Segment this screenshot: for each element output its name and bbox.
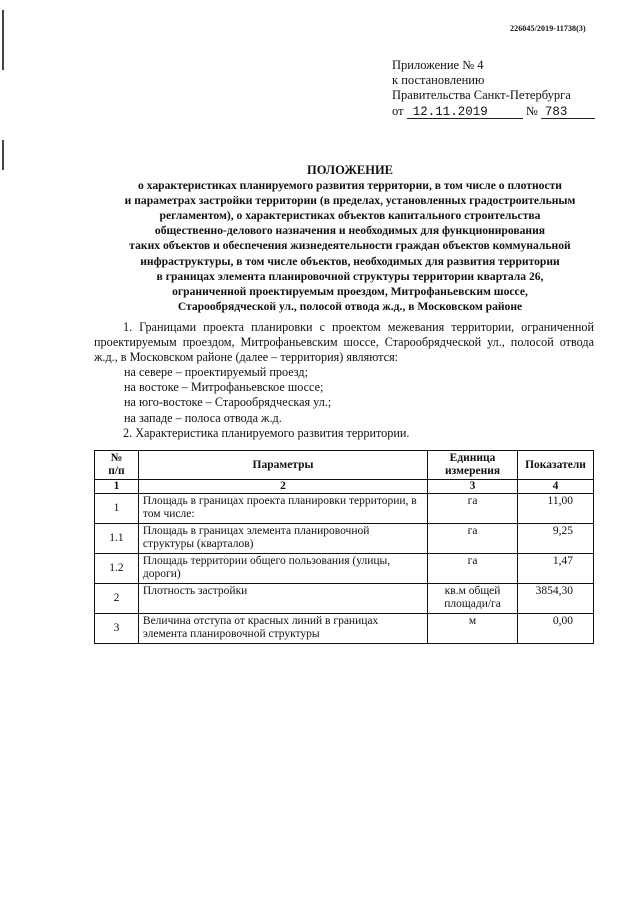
title-line: общественно-делового назначения и необходимых для функционирования xyxy=(154,224,546,238)
title-line: о характеристиках планируемого развития территории, в том числе о плотности xyxy=(138,179,562,193)
appendix-line: к постановлению xyxy=(392,73,485,87)
decree-date: 12.11.2019 xyxy=(407,106,523,119)
table-row xyxy=(95,524,594,554)
row-num: 1.2 xyxy=(95,554,139,584)
row-unit: га xyxy=(428,524,518,554)
table-header-row xyxy=(95,451,594,480)
header-unit-line: Единица xyxy=(449,452,496,464)
appendix-line: Приложение № 4 xyxy=(392,58,484,72)
page-title: ПОЛОЖЕНИЕ xyxy=(306,163,394,177)
row-value: 3854,30 xyxy=(518,584,594,614)
row-unit: га xyxy=(428,554,518,584)
characteristics-table xyxy=(94,450,594,644)
paragraph-boundaries: 1. Границами проекта планировки с проектом межевания территории, ограниченной проектируемым проездом, Митрофаньевским шоссе, Старообрядческой ул., полосой отвода ж.д., в Московском районе (далее – территория) являются: xyxy=(94,320,594,365)
date-number-line xyxy=(392,104,595,119)
index-cell: 3 xyxy=(428,480,518,494)
header-unit xyxy=(428,451,518,480)
title-line: в границах элемента планировочной структуры территории квартала 26, xyxy=(156,269,544,283)
row-unit: кв.м общей площади/га xyxy=(428,584,518,614)
row-param: Плотность застройки xyxy=(138,584,427,614)
decree-number: 783 xyxy=(541,106,595,119)
title-line: таких объектов и обеспечения жизнедеятельности граждан объектов коммунальной xyxy=(129,239,571,253)
appendix-line: Правительства Санкт-Петербурга xyxy=(392,88,571,102)
boundary-item: на западе – полоса отвода ж.д. xyxy=(124,410,282,425)
row-unit: м xyxy=(428,614,518,644)
row-param: Площадь в границах элемента планировочной структуры (кварталов) xyxy=(138,524,427,554)
body-text xyxy=(94,320,594,441)
table-row xyxy=(95,554,594,584)
header-values: Показатели xyxy=(518,451,594,480)
header-num-line: № xyxy=(110,452,123,464)
header-num xyxy=(95,451,139,480)
row-value: 9,25 xyxy=(518,524,594,554)
row-unit: га xyxy=(428,494,518,524)
title-block xyxy=(70,163,630,314)
index-cell: 1 xyxy=(95,480,139,494)
header-num-line: п/п xyxy=(108,465,125,477)
row-value: 11,00 xyxy=(518,494,594,524)
scan-edge-mark xyxy=(2,10,4,70)
index-cell: 4 xyxy=(518,480,594,494)
row-num: 3 xyxy=(95,614,139,644)
row-param: Площадь в границах проекта планировки территории, в том числе: xyxy=(138,494,427,524)
index-cell: 2 xyxy=(138,480,427,494)
boundary-item: на юго-востоке – Старообрядческая ул.; xyxy=(124,395,332,410)
row-param: Площадь территории общего пользования (улицы, дороги) xyxy=(138,554,427,584)
header-unit-line: измерения xyxy=(445,465,501,477)
boundary-item: на севере – проектируемый проезд; xyxy=(124,365,308,380)
table-row xyxy=(95,614,594,644)
row-value: 0,00 xyxy=(518,614,594,644)
from-label: от xyxy=(392,104,404,118)
document-id: 226045/2019-11738(3) xyxy=(510,24,586,33)
table-index-row xyxy=(95,480,594,494)
scan-edge-mark xyxy=(2,140,4,170)
table-row xyxy=(95,494,594,524)
row-num: 2 xyxy=(95,584,139,614)
row-value: 1,47 xyxy=(518,554,594,584)
title-line: Старообрядческой ул., полосой отвода ж.д., в Московском районе xyxy=(177,299,523,313)
title-line: регламентом), о характеристиках объектов капитального строительства xyxy=(159,209,541,223)
paragraph-characteristics: 2. Характеристика планируемого развития территории. xyxy=(123,425,410,440)
row-param: Величина отступа от красных линий в границах элемента планировочной структуры xyxy=(138,614,427,644)
number-label: № xyxy=(525,104,538,118)
header-params: Параметры xyxy=(138,451,427,480)
row-num: 1 xyxy=(95,494,139,524)
table-row xyxy=(95,584,594,614)
row-num: 1.1 xyxy=(95,524,139,554)
title-line: ограниченной проектируемым проездом, Митрофаньевским шоссе, xyxy=(172,284,528,298)
boundary-item: на востоке – Митрофаньевское шоссе; xyxy=(124,380,324,395)
title-line: и параметрах застройки территории (в пределах, установленных градостроительным xyxy=(124,194,576,208)
appendix-block xyxy=(392,58,595,119)
title-line: инфраструктуры, в том числе объектов, необходимых для развития территории xyxy=(140,254,560,268)
